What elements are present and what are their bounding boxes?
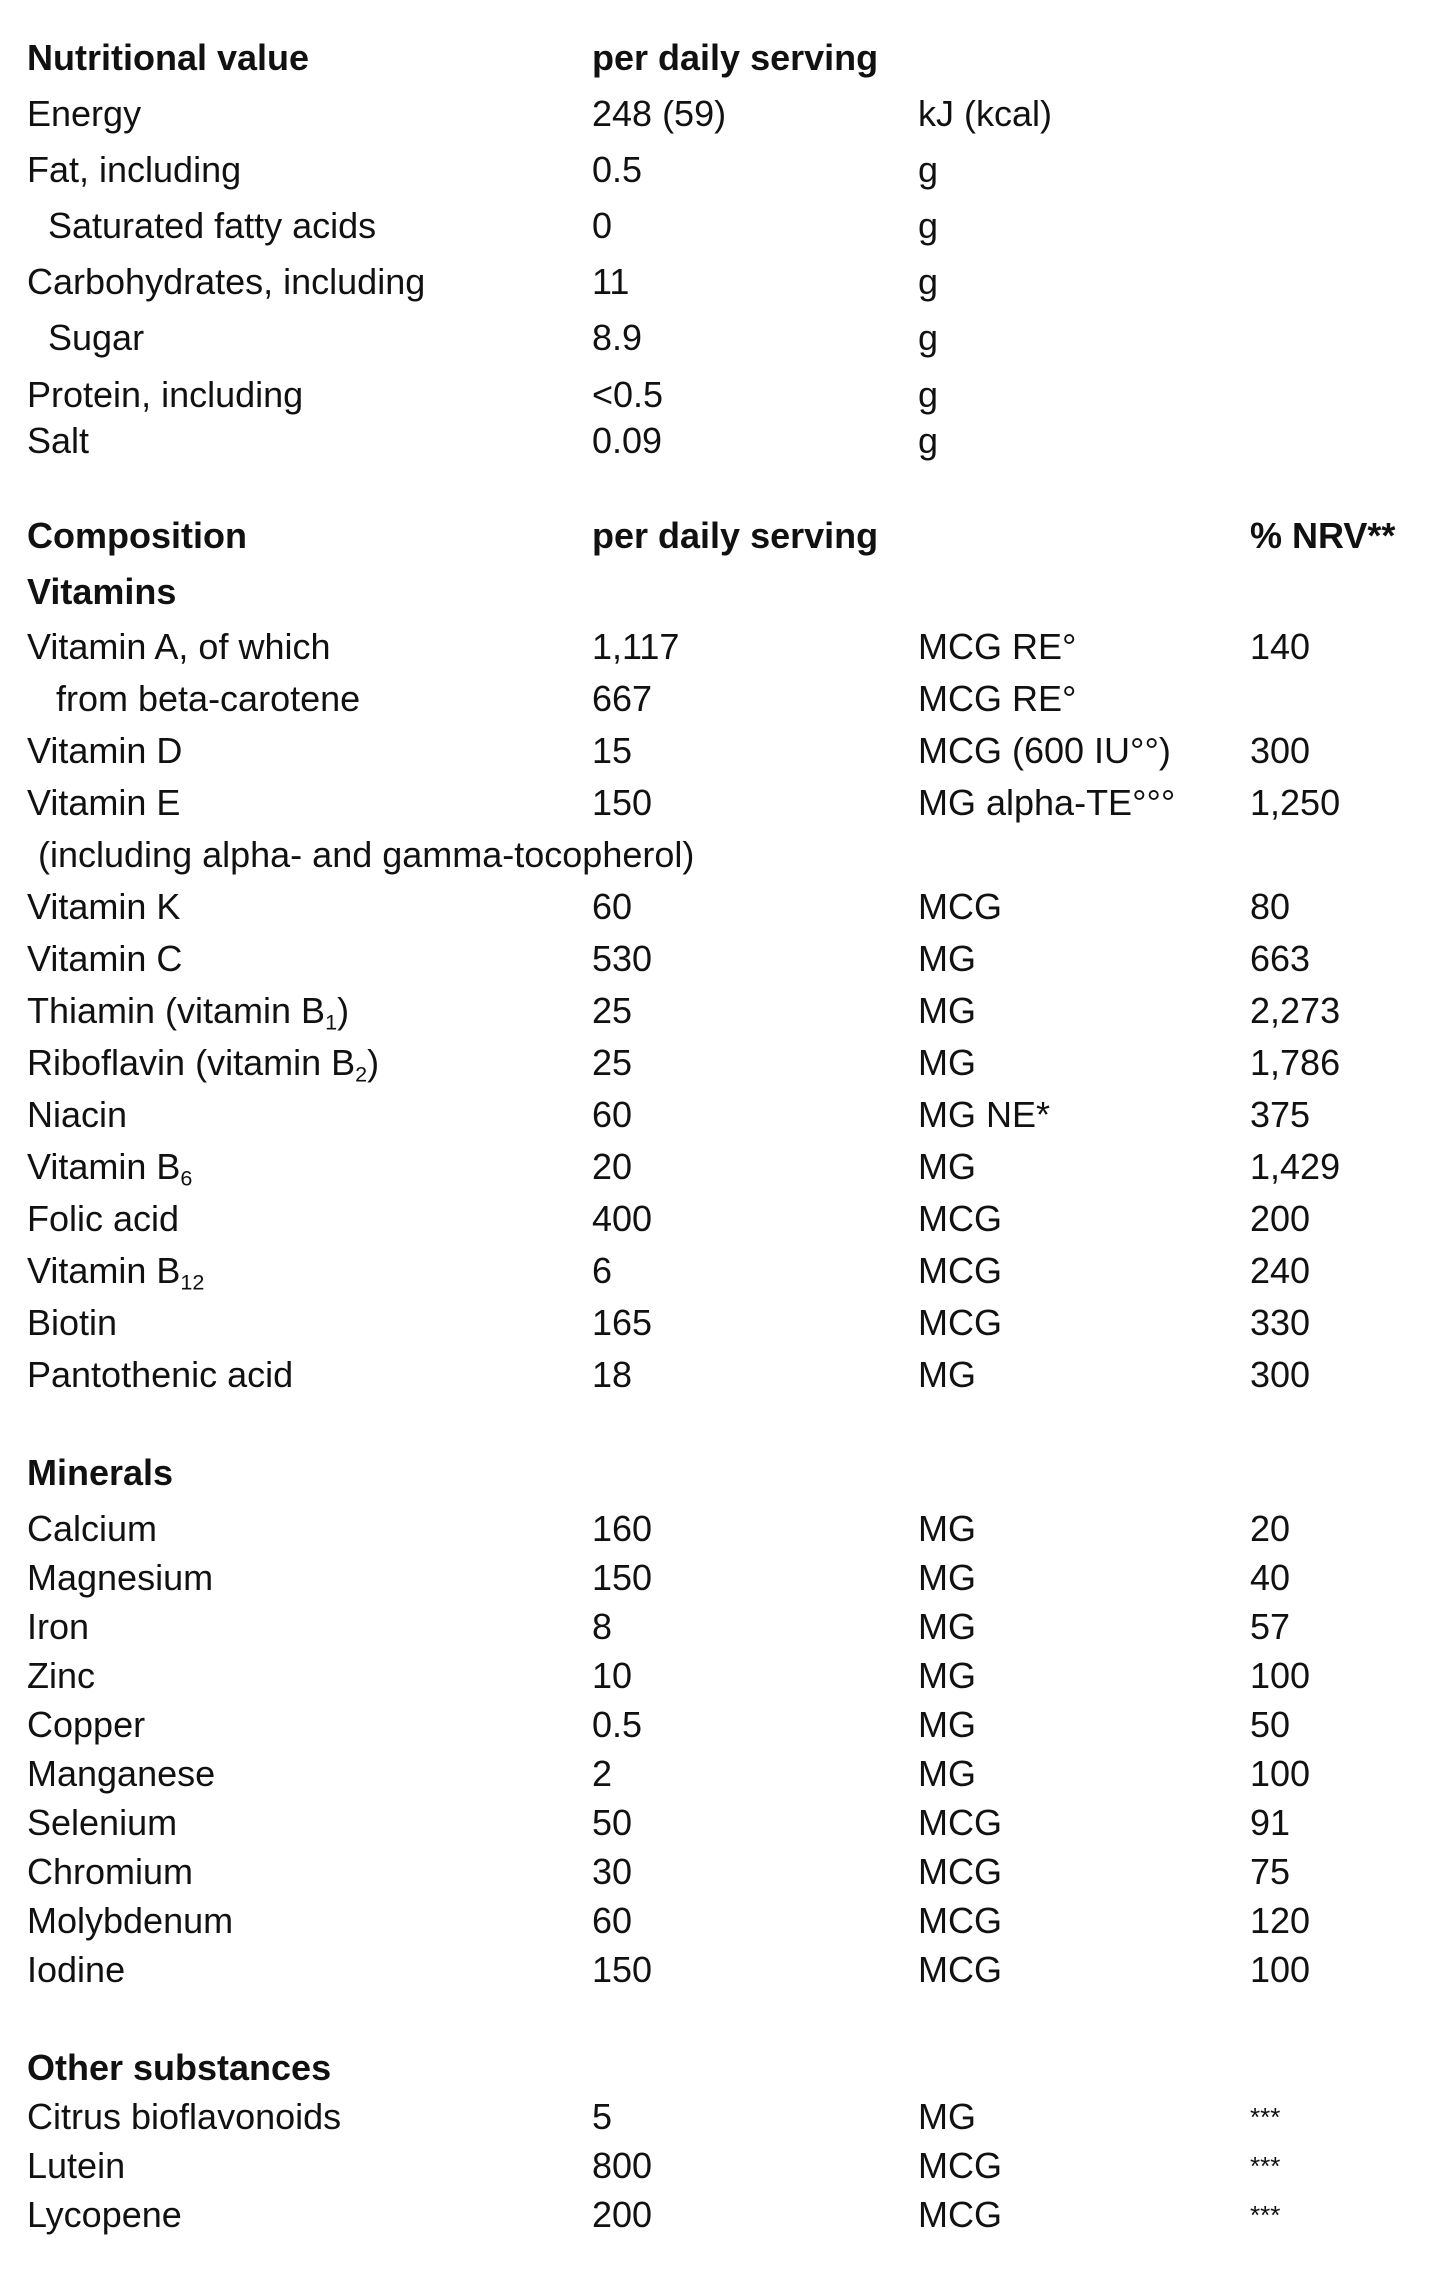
nutrient-name: Energy (27, 93, 142, 134)
vitamin-nrv: 200 (1250, 1198, 1311, 1239)
nutrient-name: Saturated fatty acids (48, 205, 377, 246)
mineral-nrv: 40 (1250, 1557, 1291, 1598)
vitamin-nrv: 300 (1250, 730, 1311, 771)
nutrient-value: <0.5 (592, 374, 664, 415)
substance-value: 5 (592, 2096, 613, 2137)
mineral-value: 150 (592, 1557, 653, 1598)
mineral-name: Iron (27, 1606, 90, 1647)
mineral-value: 50 (592, 1802, 633, 1843)
minerals-title: Minerals (27, 1452, 174, 1493)
mineral-unit: MG (918, 1704, 976, 1745)
nutrient-value: 0.5 (592, 149, 643, 190)
vitamin-row (0, 1299, 1445, 1347)
nutrient-name: Sugar (48, 317, 145, 358)
vitamin-name: Niacin (27, 1094, 128, 1135)
vitamin-name: Vitamin $B_6$ (27, 1146, 193, 1191)
nutrition-row (0, 371, 1445, 419)
nutrient-value: 0 (592, 205, 613, 246)
vitamin-unit: MCG (600 IU°°) (918, 730, 1171, 771)
vitamin-row (0, 675, 1445, 723)
vitamin-row (0, 1143, 1445, 1191)
vitamin-row (0, 779, 1445, 827)
substance-value: 200 (592, 2194, 653, 2235)
nutrient-value: 0.09 (592, 420, 663, 461)
mineral-unit: MCG (918, 1851, 1002, 1892)
nutrition-row (0, 146, 1445, 194)
vitamin-row (0, 727, 1445, 775)
vitamin-name: Vitamin E (27, 782, 181, 823)
vitamin-nrv: 1,786 (1250, 1042, 1341, 1083)
nutrient-unit: g (918, 420, 939, 461)
vitamin-value: 150 (592, 782, 653, 823)
mineral-name: Iodine (27, 1949, 126, 1990)
nutrient-unit: g (918, 205, 939, 246)
mineral-unit: MCG (918, 1802, 1002, 1843)
mineral-row (0, 1505, 1445, 1553)
vitamin-value: 60 (592, 886, 633, 927)
mineral-value: 160 (592, 1508, 653, 1549)
other-row (0, 2093, 1445, 2141)
mineral-row (0, 1799, 1445, 1847)
mineral-name: Magnesium (27, 1557, 214, 1598)
vitamin-nrv: 375 (1250, 1094, 1311, 1135)
vitamin-value: 667 (592, 678, 653, 719)
nutrient-value: 8.9 (592, 317, 643, 358)
composition-header-label: Composition (27, 515, 247, 556)
vitamin-nrv: 300 (1250, 1354, 1311, 1395)
vitamin-value: 25 (592, 1042, 633, 1083)
vitamin-value: 18 (592, 1354, 633, 1395)
substance-unit: MCG (918, 2194, 1002, 2235)
vitamin-row (0, 1195, 1445, 1243)
vitamin-name: Vitamin C (27, 938, 183, 979)
mineral-nrv: 120 (1250, 1900, 1311, 1941)
vitamin-name: Thiamin (vitamin $B_1$) (27, 990, 350, 1035)
vitamin-nrv: 1,250 (1250, 782, 1341, 823)
nutrition-row (0, 258, 1445, 306)
vitamin-nrv: 663 (1250, 938, 1311, 979)
vitamin-unit: MG (918, 1042, 976, 1083)
vitamin-nrv: 140 (1250, 626, 1311, 667)
mineral-row (0, 1897, 1445, 1945)
vitamin-row (0, 1039, 1445, 1087)
other-substances-title: Other substances (27, 2047, 332, 2088)
vitamin-row (0, 935, 1445, 983)
mineral-unit: MG (918, 1655, 976, 1696)
mineral-value: 10 (592, 1655, 633, 1696)
mineral-value: 60 (592, 1900, 633, 1941)
composition-header-nrv: % NRV** (1250, 515, 1396, 556)
vitamin-row (0, 1351, 1445, 1399)
vitamin-row (0, 1247, 1445, 1295)
nutrition-row (0, 314, 1445, 362)
vitamin-value: 400 (592, 1198, 653, 1239)
mineral-value: 2 (592, 1753, 613, 1794)
mineral-row (0, 1750, 1445, 1798)
mineral-nrv: 100 (1250, 1753, 1311, 1794)
mineral-name: Zinc (27, 1655, 96, 1696)
vitamins-title: Vitamins (27, 571, 177, 612)
vitamin-row (0, 883, 1445, 931)
nutrition-header-serving: per daily serving (592, 37, 879, 78)
nutrient-unit: g (918, 317, 939, 358)
vitamin-unit: MG (918, 938, 976, 979)
nutrient-value: 248 (59) (592, 93, 727, 134)
vitamin-unit: MCG RE° (918, 626, 1077, 667)
nutrient-unit: g (918, 374, 939, 415)
mineral-row (0, 1701, 1445, 1749)
vitamin-value: 15 (592, 730, 633, 771)
other-row (0, 2191, 1445, 2239)
vitamin-unit: MCG (918, 886, 1002, 927)
mineral-value: 150 (592, 1949, 653, 1990)
nutrient-unit: kJ (kcal) (918, 93, 1052, 134)
mineral-name: Chromium (27, 1851, 194, 1892)
vitamin-value: 25 (592, 990, 633, 1031)
mineral-name: Molybdenum (27, 1900, 234, 1941)
vitamin-nrv: 80 (1250, 886, 1291, 927)
nutrition-header-label: Nutritional value (27, 37, 310, 78)
mineral-unit: MCG (918, 1949, 1002, 1990)
nutrition-row (0, 202, 1445, 250)
mineral-name: Calcium (27, 1508, 158, 1549)
vitamin-nrv: 240 (1250, 1250, 1311, 1291)
substance-value: 800 (592, 2145, 653, 2186)
vitamin-unit: MCG (918, 1302, 1002, 1343)
mineral-unit: MG (918, 1508, 976, 1549)
nutrition-row (0, 417, 1445, 465)
vitamin-value: 20 (592, 1146, 633, 1187)
mineral-name: Selenium (27, 1802, 178, 1843)
vitamin-value: 165 (592, 1302, 653, 1343)
mineral-value: 8 (592, 1606, 613, 1647)
substance-unit: MG (918, 2096, 976, 2137)
nutrition-header-row (0, 34, 1445, 82)
substance-unit: MCG (918, 2145, 1002, 2186)
vitamin-unit: MCG (918, 1198, 1002, 1239)
mineral-name: Manganese (27, 1753, 216, 1794)
vitamins-section-row (0, 568, 1445, 616)
nutrition-row (0, 90, 1445, 138)
mineral-value: 30 (592, 1851, 633, 1892)
vitamin-name: Vitamin $B_{12}$ (27, 1250, 205, 1295)
vitamin-nrv: 330 (1250, 1302, 1311, 1343)
mineral-nrv: 50 (1250, 1704, 1291, 1745)
mineral-nrv: 75 (1250, 1851, 1291, 1892)
vitamin-name: Folic acid (27, 1198, 180, 1239)
minerals-section-row (0, 1449, 1445, 1497)
mineral-row (0, 1848, 1445, 1896)
nutrient-unit: g (918, 261, 939, 302)
composition-header-serving: per daily serving (592, 515, 879, 556)
mineral-unit: MG (918, 1606, 976, 1647)
nutrient-name: Protein, including (27, 374, 304, 415)
vitamin-unit: MG NE* (918, 1094, 1051, 1135)
substance-nrv: *** (1250, 2151, 1281, 2181)
mineral-row (0, 1554, 1445, 1602)
vitamin-unit: MCG RE° (918, 678, 1077, 719)
mineral-row (0, 1652, 1445, 1700)
mineral-row (0, 1603, 1445, 1651)
substance-name: Citrus bioflavonoids (27, 2096, 342, 2137)
mineral-nrv: 57 (1250, 1606, 1291, 1647)
vitamin-nrv: 1,429 (1250, 1146, 1341, 1187)
mineral-unit: MG (918, 1753, 976, 1794)
vitamin-name: Vitamin D (27, 730, 183, 771)
vitamin-name: from beta-carotene (56, 678, 361, 719)
vitamin-value: 60 (592, 1094, 633, 1135)
vitamin-row (0, 1091, 1445, 1139)
composition-header-row (0, 512, 1445, 560)
mineral-unit: MCG (918, 1900, 1002, 1941)
vitamin-name: Riboflavin (vitamin $B_2$) (27, 1042, 380, 1087)
substance-name: Lutein (27, 2145, 126, 2186)
mineral-nrv: 100 (1250, 1949, 1311, 1990)
vitamin-unit: MG alpha-TE°°° (918, 782, 1176, 823)
vitamin-row (0, 987, 1445, 1035)
vitamin-name: Vitamin K (27, 886, 181, 927)
vitamin-value: 6 (592, 1250, 613, 1291)
nutrient-name: Fat, including (27, 149, 242, 190)
substance-nrv: *** (1250, 2102, 1281, 2132)
mineral-name: Copper (27, 1704, 146, 1745)
vitamin-unit: MG (918, 1354, 976, 1395)
mineral-nrv: 91 (1250, 1802, 1291, 1843)
vitamin-nrv: 2,273 (1250, 990, 1341, 1031)
nutrient-unit: g (918, 149, 939, 190)
mineral-nrv: 100 (1250, 1655, 1311, 1696)
vitamin-unit: MG (918, 1146, 976, 1187)
vitamin-note: (including alpha- and gamma-tocopherol) (38, 834, 695, 875)
nutrient-name: Salt (27, 420, 90, 461)
vitamin-value: 530 (592, 938, 653, 979)
vitamin-value: 1,117 (592, 626, 680, 667)
mineral-unit: MG (918, 1557, 976, 1598)
vitamin-name: Vitamin A, of which (27, 626, 331, 667)
nutrient-value: 11 (592, 261, 630, 302)
other-row (0, 2142, 1445, 2190)
substance-nrv: *** (1250, 2200, 1281, 2230)
vitamin-name: Pantothenic acid (27, 1354, 294, 1395)
mineral-nrv: 20 (1250, 1508, 1291, 1549)
nutrient-name: Carbohydrates, including (27, 261, 426, 302)
mineral-row (0, 1946, 1445, 1994)
other-section-row (0, 2044, 1445, 2092)
vitamin-note-row (0, 831, 1445, 879)
mineral-value: 0.5 (592, 1704, 643, 1745)
vitamin-unit: MCG (918, 1250, 1002, 1291)
vitamin-row (0, 623, 1445, 671)
substance-name: Lycopene (27, 2194, 182, 2235)
vitamin-name: Biotin (27, 1302, 118, 1343)
vitamin-unit: MG (918, 990, 976, 1031)
